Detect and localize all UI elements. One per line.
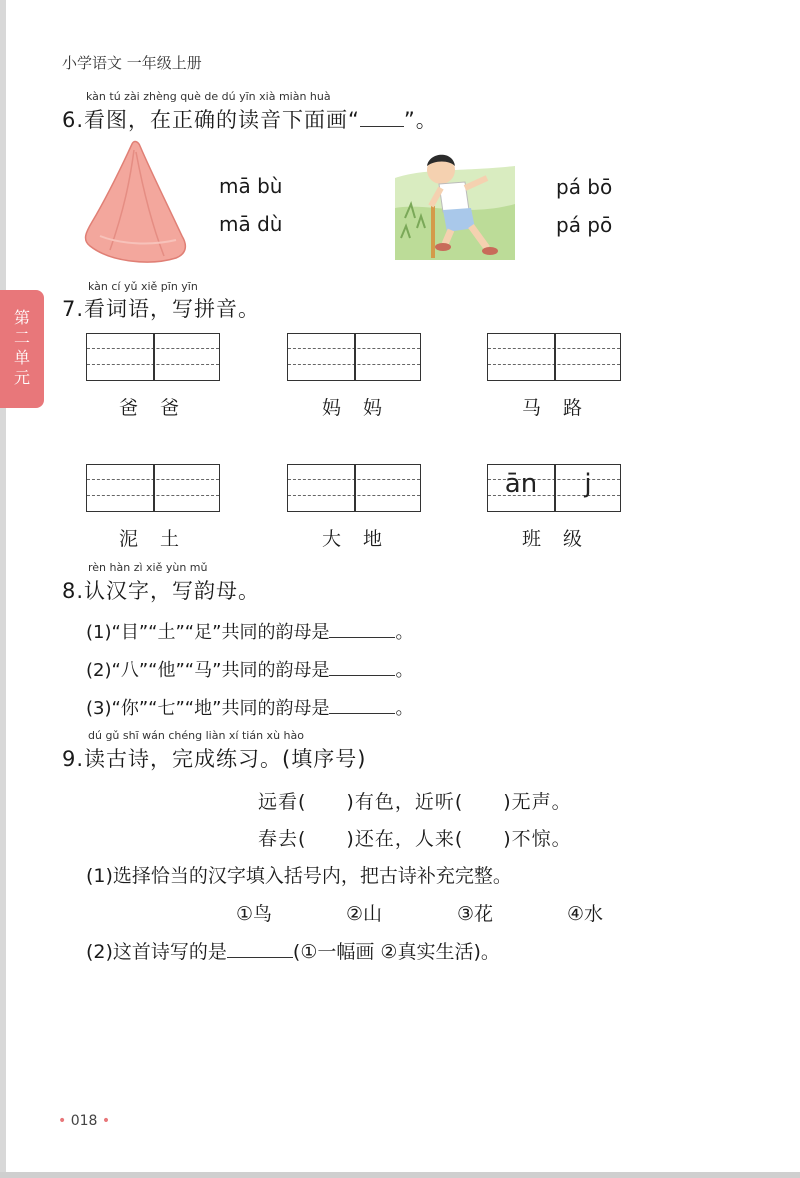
q6-title-end: ”。 (403, 108, 438, 132)
pinyin-grid[interactable] (287, 333, 421, 381)
q9-sub1: (1)选择恰当的汉字填入括号内，把古诗补充完整。 (86, 865, 512, 887)
book-title: 小学语文 一年级上册 (62, 54, 202, 72)
choice-option: ①鸟 (236, 903, 273, 925)
unit-side-tab (0, 290, 44, 408)
answer-blank[interactable] (329, 695, 395, 714)
q6-title (62, 104, 438, 134)
poem-line-2: 春去( )还在，人来( )不惊。 (258, 828, 572, 850)
q7-pinyin: kàn cí yǔ xiě pīn yīn (88, 280, 198, 293)
example-answer-syllable-1: ān (504, 469, 538, 499)
q8-pinyin: rèn hàn zì xiě yùn mǔ (88, 561, 208, 574)
q8-item-1: (1)“目”“土”“足”共同的韵母是 。 (86, 618, 413, 644)
page-number: • 018 • (58, 1113, 111, 1129)
q7-word: 马路 (522, 397, 605, 419)
q8-title: 8.认汉字，写韵母。 (62, 579, 261, 603)
q9-pinyin: dú gǔ shī wán chéng liàn xí tián xù hào (88, 729, 304, 742)
q7-word: 妈妈 (322, 397, 405, 419)
q8-item-2: (2)“八”“他”“马”共同的韵母是 。 (86, 656, 413, 682)
answer-blank[interactable] (329, 619, 395, 638)
choice-option: ④水 (567, 903, 604, 925)
q7-word: 班级 (522, 528, 605, 550)
q7-word: 泥土 (119, 528, 202, 550)
example-answer-syllable-2: j (584, 469, 592, 499)
page-bottom-edge (0, 1172, 800, 1178)
q7-title: 7.看词语，写拼音。 (62, 297, 261, 321)
q6-option-a1[interactable]: mā bù (219, 174, 283, 198)
q6-pinyin: kàn tú zài zhèng què de dú yīn xià miàn huà (86, 90, 331, 103)
q7-word: 爸爸 (119, 397, 202, 419)
page-binding-edge (0, 0, 6, 1178)
q6-option-a2[interactable]: mā dù (219, 212, 283, 236)
pinyin-grid-example[interactable] (487, 464, 621, 512)
q9-title: 9.读古诗，完成练习。(填序号) (62, 747, 367, 771)
climbing-boy-picture (395, 148, 515, 260)
pinyin-grid[interactable] (86, 333, 220, 381)
pinyin-grid[interactable] (487, 333, 621, 381)
unit-side-tab-label: 第二单元 (13, 308, 30, 387)
pinyin-grid[interactable] (287, 464, 421, 512)
q7-word: 大地 (322, 528, 405, 550)
answer-blank[interactable] (329, 657, 395, 676)
answer-blank[interactable] (227, 939, 293, 958)
q9-sub2: (2)这首诗写的是 (①一幅画 ②真实生活)。 (86, 941, 500, 963)
pinyin-grid[interactable] (86, 464, 220, 512)
q8-item-3: (3)“你”“七”“地”共同的韵母是 。 (86, 694, 413, 720)
choice-option: ③花 (457, 903, 494, 925)
q6-option-b1[interactable]: pá bō (556, 175, 613, 199)
q6-title-text: 6.看图，在正确的读音下面画“ (62, 108, 360, 132)
q6-option-b2[interactable]: pá pō (556, 213, 613, 237)
cloth-picture (80, 140, 190, 268)
choice-option: ②山 (346, 903, 383, 925)
q6-title-blank (360, 108, 404, 127)
poem-line-1: 远看( )有色，近听( )无声。 (258, 791, 572, 813)
